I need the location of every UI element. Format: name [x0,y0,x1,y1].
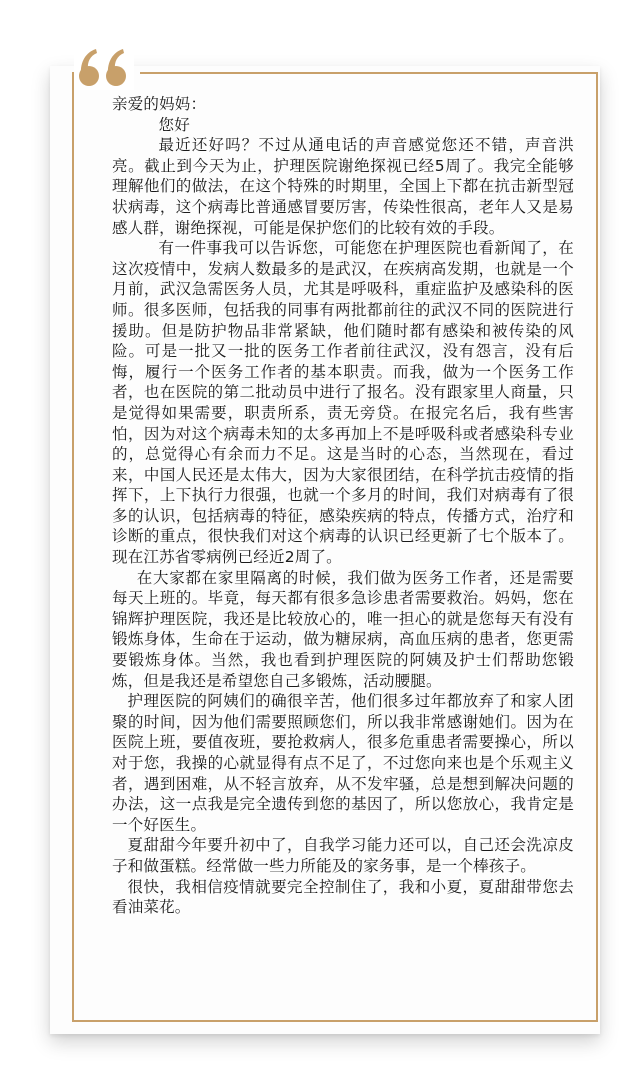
paragraph-5: 夏甜甜今年要升初中了，自我学习能力还可以，自己还会洗凉皮子和做蛋糕。经常做一些力所能及的家务事，是一个棒孩子。 [112,836,574,875]
paragraph-2: 有一件事我可以告诉您，可能您在护理医院也看新闻了，在这次疫情中，发病人数最多的是武汉，在疾病高发期，也就是一个月前，武汉急需医务人员，尤其是呼吸科，重症监护及感染科的医师。很多医师，包括我的同事有两批都前往的武汉不同的医院进行援助。但是防护物品非常紧缺，他们随时都有感染和被传染的风险。可是一批又一批的医务工作者前往武汉，没有怨言，没有后悔，履行一个医务工作者的基本职责。而我，做为一个医务工作者，也在医院的第二批动员中进行了报名。没有跟家里人商量，只是觉得如果需要，职责所系，责无旁贷。在报完名后，我有些害怕，因为对这个病毒未知的太多再加上不是呼吸科或者感染科专业的，总觉得心有余而力不足。这是当时的心态，当然现在，看过来，中国人民还是太伟大，因为大家很团结，在科学抗击疫情的指挥下，上下执行力很强，也就一个多月的时间，我们对病毒有了很多的认识，包括病毒的特征，感染疾病的特点，传播方式，治疗和诊断的重点，很快我们对这个病毒的认识已经更新了七个版本了。现在江苏省零病例已经近2周了。 [112,239,574,567]
paragraph-3: 在大家都在家里隔离的时候，我们做为医务工作者，还是需要每天上班的。毕竟，每天都有很多急诊患者需要救治。妈妈，您在锦辉护理医院，我还是比较放心的，唯一担心的就是您每天有没有锻炼身体，生命在于运动，做为糖尿病，高血压病的患者，您更需要锻炼身体。当然，我也看到护理医院的阿姨及护士们帮助您锻炼，但是我还是希望您自己多锻炼，活动腰腿。 [112,568,574,690]
gold-frame-top-line [140,72,598,74]
paragraph-1: 最近还好吗？不过从通电话的声音感觉您还不错，声音洪亮。截止到今天为止，护理医院谢绝探视已经5周了。我完全能够理解他们的做法，在这个特殊的时期里，全国上下都在抗击新型冠状病毒，这个病毒比普通感冒要厉害，传染性很高，老年人又是易感人群，谢绝探视，可能是保护您们的比较有效的手段。 [112,136,574,237]
letter-body [112,94,574,918]
double-quote-icon [74,44,134,90]
paragraph-4: 护理医院的阿姨们的确很辛苦，他们很多过年都放弃了和家人团聚的时间，因为他们需要照顾您们，所以我非常感谢她们。因为在医院上班，要值夜班，要抢救病人，很多危重患者需要操心，所以对于您，我操的心就显得有点不足了，不过您向来也是个乐观主义者，遇到困难，从不轻言放弃，从不发牢骚，总是想到解决问题的办法，这一点我是完全遗传到您的基因了，所以您放心，我肯定是一个好医生。 [112,692,574,834]
greeting: 您好 [158,115,190,134]
paragraph-6: 很快，我相信疫情就要完全控制住了，我和小夏，夏甜甜带您去看油菜花。 [112,877,574,917]
salutation: 亲爱的妈妈： [112,95,207,113]
